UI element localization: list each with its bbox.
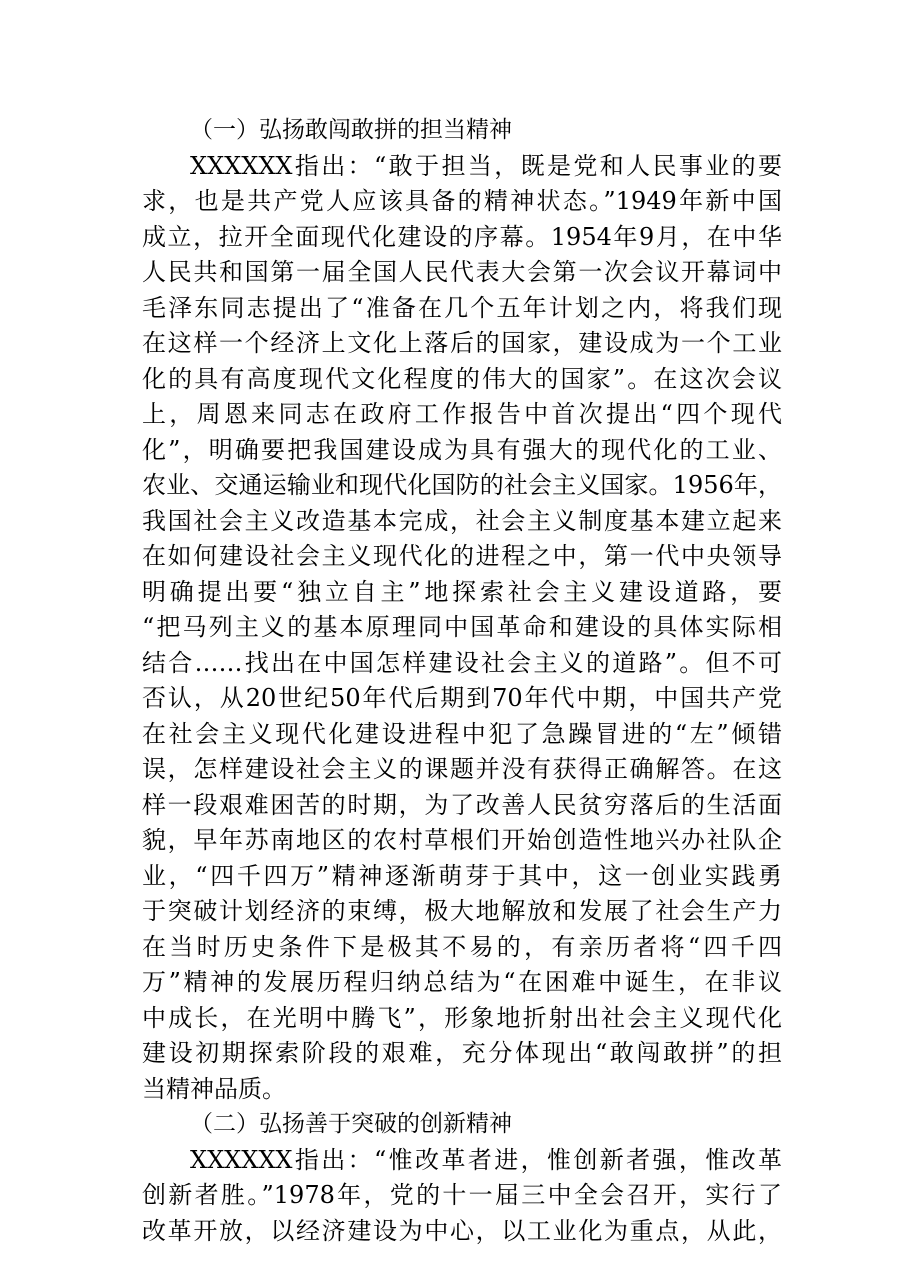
paragraph-line: 我国社会主义改造基本完成，社会主义制度基本建立起来 (142, 506, 782, 535)
paragraph-line: XXXXXX指出：“惟改革者进，惟创新者强，惟改革 (190, 1145, 782, 1174)
paragraph-line: 农业、交通运输业和现代化国防的社会主义国家。1956年， (142, 471, 782, 499)
paragraph-line: 万”精神的发展历程归纳总结为“在困难中诞生，在非议 (142, 968, 782, 996)
paragraph-line: 结合……找出在中国怎样建设社会主义的道路”。但不可 (142, 648, 782, 677)
paragraph-line: 在社会主义现代化建设进程中犯了急躁冒进的“左”倾错 (142, 719, 782, 748)
paragraph-line: 求，也是共产党人应该具备的精神状态。”1949年新中国 (142, 187, 782, 215)
paragraph-line: 建设初期探索阶段的艰难，充分体现出“敢闯敢拼”的担 (142, 1039, 782, 1067)
section-1-paragraph (142, 149, 782, 1108)
paragraph-line: 误，怎样建设社会主义的课题并没有获得正确解答。在这 (142, 755, 782, 783)
paragraph-line: 否认，从20世纪50年代后期到70年代中期，中国共产党 (142, 684, 782, 712)
paragraph-line: 毛泽东同志提出了“准备在几个五年计划之内，将我们现 (142, 293, 782, 322)
paragraph-line: 在这样一个经济上文化上落后的国家，建设成为一个工业 (142, 329, 782, 357)
paragraph-line: 貌，早年苏南地区的农村草根们开始创造性地兴办社队企 (142, 826, 782, 854)
paragraph-line: XXXXXX指出：“敢于担当，既是党和人民事业的要 (190, 151, 782, 180)
paragraph-line: 化的具有高度现代文化程度的伟大的国家”。在这次会议 (142, 364, 782, 393)
paragraph-line: 样一段艰难困苦的时期，为了改善人民贫穷落后的生活面 (142, 790, 782, 819)
paragraph-line: 在当时历史条件下是极其不易的，有亲历者将“四千四 (142, 932, 782, 961)
paragraph-line: 当精神品质。 (142, 1074, 286, 1103)
section-heading-1: （一）弘扬敢闯敢拼的担当精神 (190, 117, 512, 143)
paragraph-line: 人民共和国第一届全国人民代表大会第一次会议开幕词中 (142, 258, 782, 286)
paragraph-line: 创新者胜。”1978年，党的十一届三中全会召开，实行了 (142, 1181, 782, 1209)
document-body (142, 113, 782, 1249)
section-2-paragraph (142, 1143, 782, 1250)
paragraph-line: 上，周恩来同志在政府工作报告中首次提出“四个现代 (142, 400, 782, 428)
paragraph-line: “把马列主义的基本原理同中国革命和建设的具体实际相 (142, 613, 782, 641)
paragraph-line: 业，“四千四万”精神逐渐萌芽于其中，这一创业实践勇 (142, 861, 782, 890)
paragraph-line: 于突破计划经济的束缚，极大地解放和发展了社会生产力 (142, 897, 782, 925)
paragraph-line: 中成长，在光明中腾飞”，形象地折射出社会主义现代化 (142, 1003, 782, 1032)
paragraph-line: 化”，明确要把我国建设成为具有强大的现代化的工业、 (142, 435, 782, 464)
paragraph-line: 改革开放，以经济建设为中心，以工业化为重点，从此， (142, 1216, 782, 1245)
paragraph-line: 成立，拉开全面现代化建设的序幕。1954年9月，在中华 (142, 222, 782, 251)
paragraph-line: 明确提出要“独立自主”地探索社会主义建设道路，要 (142, 577, 782, 606)
paragraph-line: 在如何建设社会主义现代化的进程之中，第一代中央领导 (142, 542, 782, 570)
section-heading-2: （二）弘扬善于突破的创新精神 (190, 1111, 512, 1137)
